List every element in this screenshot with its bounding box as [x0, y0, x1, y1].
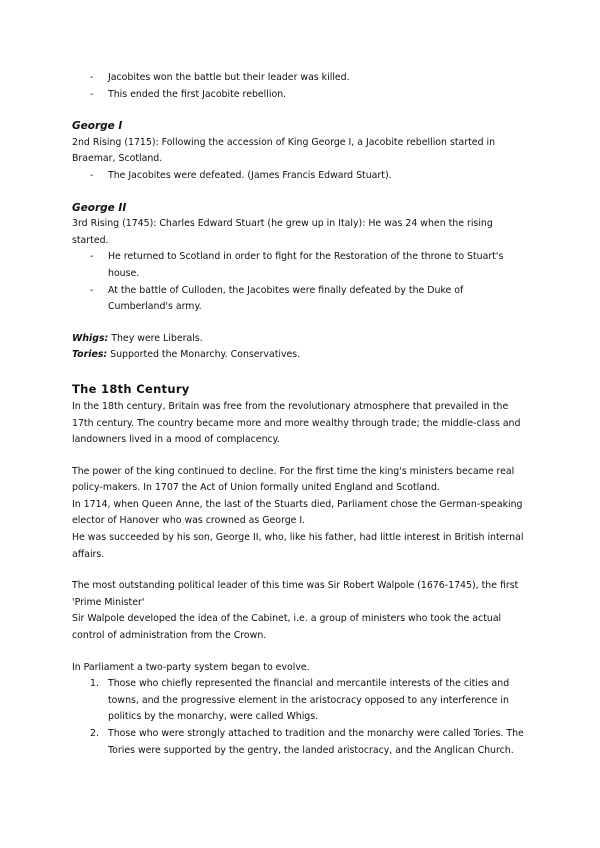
george-i-bullets: [72, 168, 528, 185]
list-item-text: Those who chiefly represented the financial and mercantile interests of the cities and towns, and the progressive element in the aristocracy opposed to any interference in politics by the monarchy, were called Whigs.: [108, 678, 510, 723]
george-i-text: 2nd Rising (1715): Following the accession of King George I, a Jacobite rebellion started in Braemar, Scotland.: [72, 136, 496, 165]
george-i-heading: George I: [72, 120, 123, 133]
george-ii-bullets: [72, 249, 528, 315]
list-item: - At the battle of Culloden, the Jacobites were finally defeated by the Duke of Cumberland's army.: [72, 283, 528, 316]
list-item: [72, 726, 528, 759]
george-ii-heading: George II: [72, 201, 127, 214]
george-ii-text: 3rd Rising (1745): Charles Edward Stuart (he grew up in Italy): He was 24 when the rising started.: [72, 218, 493, 246]
definition-whigs: [72, 331, 528, 348]
paragraph: In Parliament a two-party system began to evolve.: [72, 661, 310, 673]
paragraph: In the 18th century, Britain was free from the revolutionary atmosphere that prevailed in the 17th century. The country became more and more wealthy through trade; the middle-class and landowners lived in a mood of complacency.: [72, 400, 521, 446]
list-item: - The Jacobites were defeated. (James Francis Edward Stuart).: [72, 168, 528, 185]
numbered-list: [72, 676, 528, 759]
list-number: 2.: [90, 728, 99, 739]
document-page: [72, 70, 528, 759]
list-item: - He returned to Scotland in order to fight for the Restoration of the throne to Stuart's house.: [72, 249, 528, 282]
definition-term: Tories:: [72, 349, 108, 361]
list-item: - This ended the first Jacobite rebellion.: [72, 87, 528, 104]
list-item-text: Those who were strongly attached to tradition and the monarchy were called Tories. The Tories were supported by the gentry, the landed aristocracy, and the Anglican Church.: [108, 728, 524, 756]
intro-bullet-list: [72, 70, 528, 103]
paragraph: In 1714, when Queen Anne, the last of the Stuarts died, Parliament chose the German-speaking elector of Hanover who was crowned as George I.: [72, 498, 523, 527]
paragraph: Sir Walpole developed the idea of the Cabinet, i.e. a group of ministers who took the actual control of administration from the Crown.: [72, 613, 502, 642]
list-number: 1.: [90, 678, 99, 690]
definition-text: Supported the Monarchy. Conservatives.: [107, 349, 301, 361]
section-title: The 18th Century: [72, 381, 190, 396]
definition-text: They were Liberals.: [108, 332, 203, 344]
list-item: [72, 676, 528, 726]
paragraph: He was succeeded by his son, George II, who, like his father, had little interest in British internal affairs.: [72, 532, 524, 560]
paragraph: The power of the king continued to decline. For the first time the king's ministers became real policy-makers. In 1707 the Act of Union formally united England and Scotland.: [72, 465, 515, 494]
definition-term: Whigs:: [72, 332, 109, 344]
definition-tories: [72, 347, 528, 364]
paragraph: The most outstanding political leader of this time was Sir Robert Walpole (1676-1745), the first 'Prime Minister': [72, 580, 519, 608]
list-item: - Jacobites won the battle but their leader was killed.: [72, 70, 528, 87]
